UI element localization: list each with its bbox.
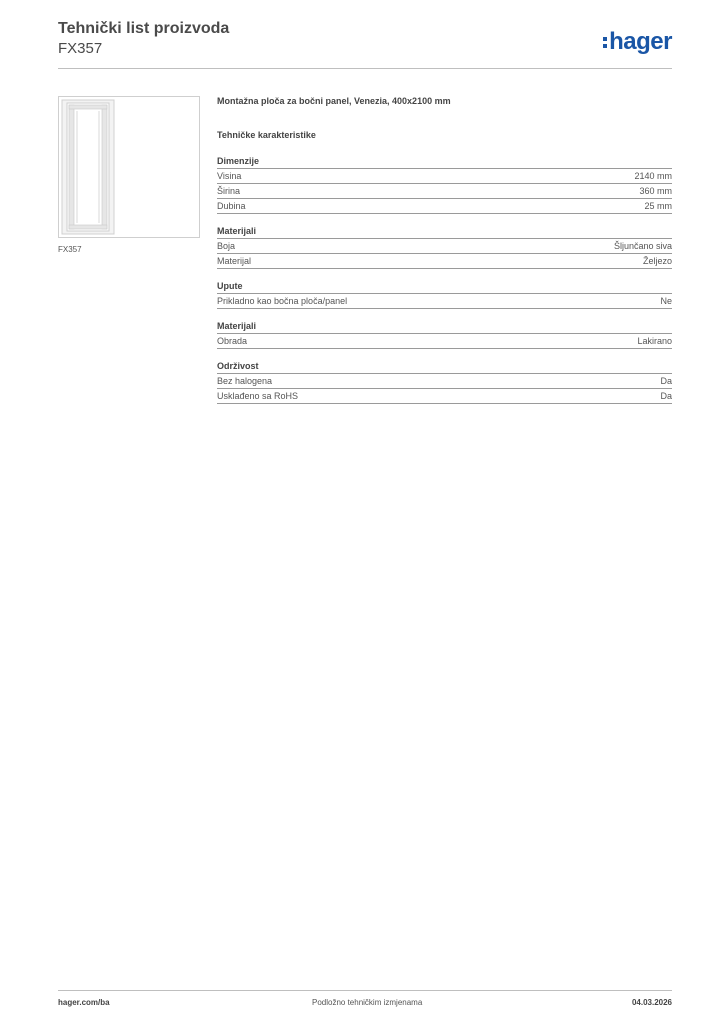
spec-value: 25 mm: [644, 201, 672, 211]
spec-label: Prikladno kao bočna ploča/panel: [217, 296, 348, 306]
spec-row: [217, 334, 672, 349]
footer-website-link[interactable]: hager.com/ba: [58, 998, 110, 1007]
spec-group-dimensions: [217, 156, 672, 214]
logo-mark-icon: [603, 35, 608, 49]
spec-group-materials-finish: [217, 321, 672, 349]
spec-value: Šljunčano siva: [613, 241, 672, 251]
footer-divider: [58, 990, 672, 991]
spec-label: Usklađeno sa RoHS: [217, 391, 299, 401]
header-divider: [58, 68, 672, 69]
spec-group-title: Upute: [217, 281, 672, 294]
cabinet-frame-icon: [59, 97, 199, 237]
spec-group-sustainability: [217, 361, 672, 404]
spec-content: [217, 96, 672, 404]
spec-value: Ne: [660, 296, 672, 306]
footer-notice: Podložno tehničkim izmjenama: [312, 998, 423, 1007]
spec-label: Širina: [217, 186, 241, 196]
image-caption: FX357: [58, 245, 82, 254]
spec-label: Boja: [217, 241, 236, 251]
spec-row: [217, 389, 672, 404]
spec-label: Bez halogena: [217, 376, 273, 386]
footer-date: 04.03.2026: [631, 998, 672, 1007]
header-product-code: FX357: [58, 40, 103, 57]
hager-logo[interactable]: [603, 28, 672, 56]
spec-value: Lakirano: [637, 336, 672, 346]
spec-row: [217, 254, 672, 269]
product-description: Montažna ploča za bočni panel, Venezia, 400x2100 mm: [217, 96, 451, 106]
spec-row: [217, 184, 672, 199]
product-image: [58, 96, 200, 238]
spec-label: Visina: [217, 171, 242, 181]
spec-group-title: Materijali: [217, 226, 672, 239]
spec-row: [217, 199, 672, 214]
spec-row: [217, 374, 672, 389]
spec-value: Da: [660, 376, 672, 386]
header-title: Tehnički list proizvoda: [58, 20, 230, 37]
spec-value: Da: [660, 391, 672, 401]
spec-row: [217, 294, 672, 309]
spec-group-title: Dimenzije: [217, 156, 672, 169]
spec-label: Materijal: [217, 256, 252, 266]
spec-label: Obrada: [217, 336, 248, 346]
section-title: Tehničke karakteristike: [217, 130, 316, 140]
spec-value: 360 mm: [639, 186, 672, 196]
spec-value: 2140 mm: [634, 171, 672, 181]
logo-text: hager: [609, 28, 672, 55]
spec-group-title: Održivost: [217, 361, 672, 374]
spec-row: [217, 239, 672, 254]
spec-value: Željezo: [642, 256, 672, 266]
spec-group-materials: [217, 226, 672, 269]
spec-group-title: Materijali: [217, 321, 672, 334]
spec-row: [217, 169, 672, 184]
spec-group-instructions: [217, 281, 672, 309]
spec-label: Dubina: [217, 201, 246, 211]
